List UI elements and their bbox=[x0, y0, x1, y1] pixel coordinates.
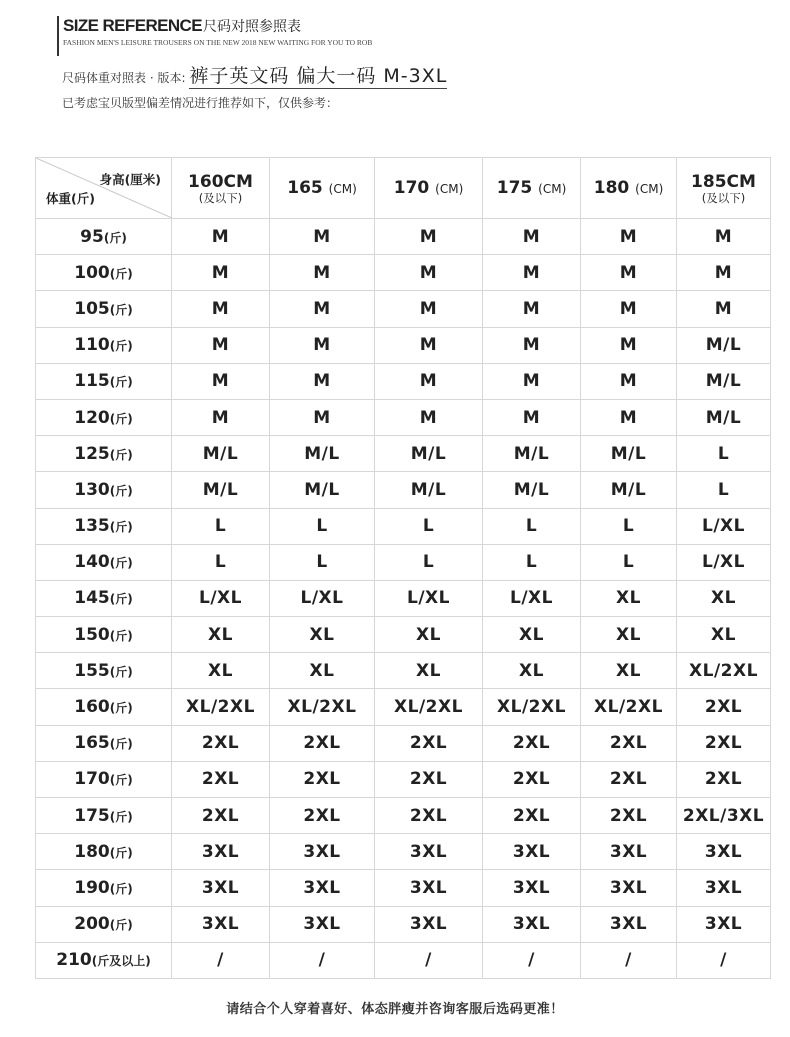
size-cell: M bbox=[581, 255, 677, 291]
size-cell: M bbox=[581, 363, 677, 399]
edition-line bbox=[62, 64, 447, 90]
size-cell: / bbox=[270, 942, 375, 978]
diagonal-divider bbox=[36, 158, 172, 218]
size-cell: XL/2XL bbox=[483, 689, 581, 725]
weight-unit: (斤) bbox=[109, 339, 133, 354]
table-row bbox=[36, 761, 771, 797]
weight-row-header bbox=[36, 906, 172, 942]
size-cell: 2XL bbox=[581, 761, 677, 797]
size-cell: / bbox=[172, 942, 270, 978]
size-cell: M bbox=[581, 291, 677, 327]
weight-unit: (斤) bbox=[109, 701, 133, 716]
size-cell: M/L bbox=[172, 472, 270, 508]
size-cell: 3XL bbox=[677, 870, 771, 906]
weight-row-header bbox=[36, 798, 172, 834]
size-cell: M bbox=[270, 291, 375, 327]
size-cell: 2XL bbox=[270, 761, 375, 797]
size-cell: M/L bbox=[375, 436, 483, 472]
size-cell: L/XL bbox=[375, 580, 483, 616]
weight-row-header bbox=[36, 255, 172, 291]
size-cell: XL bbox=[677, 617, 771, 653]
weight-unit: (斤) bbox=[109, 918, 133, 933]
table-row bbox=[36, 580, 771, 616]
size-cell: 2XL bbox=[172, 798, 270, 834]
size-cell: M bbox=[270, 399, 375, 435]
size-cell: XL/2XL bbox=[581, 689, 677, 725]
edition-label: 尺码体重对照表 · 版本: bbox=[62, 71, 186, 85]
weight-row-header bbox=[36, 399, 172, 435]
size-cell: M/L bbox=[172, 436, 270, 472]
weight-row-header bbox=[36, 219, 172, 255]
table-row bbox=[36, 870, 771, 906]
weight-unit: (斤) bbox=[109, 592, 133, 607]
weight-value: 140 bbox=[74, 552, 110, 573]
size-cell: 3XL bbox=[483, 870, 581, 906]
height-column-header: 185CM (及以下) bbox=[677, 158, 771, 219]
size-cell: M bbox=[581, 219, 677, 255]
size-cell: M/L bbox=[483, 472, 581, 508]
size-cell: XL/2XL bbox=[677, 653, 771, 689]
height-column-header: 160CM (及以下) bbox=[172, 158, 270, 219]
size-cell: M/L bbox=[581, 436, 677, 472]
size-cell: XL bbox=[581, 653, 677, 689]
title-accent-bar bbox=[57, 16, 59, 56]
size-cell: / bbox=[581, 942, 677, 978]
size-cell: 3XL bbox=[581, 906, 677, 942]
size-cell: M bbox=[677, 291, 771, 327]
weight-row-header bbox=[36, 870, 172, 906]
size-cell: M bbox=[483, 399, 581, 435]
weight-unit: (斤) bbox=[109, 556, 133, 571]
weight-unit: (斤) bbox=[103, 230, 127, 245]
size-cell: 2XL bbox=[677, 761, 771, 797]
weight-unit: (斤) bbox=[109, 266, 133, 281]
size-cell: 3XL bbox=[270, 906, 375, 942]
size-cell: / bbox=[375, 942, 483, 978]
size-cell: 3XL bbox=[172, 906, 270, 942]
weight-unit: (斤) bbox=[109, 881, 133, 896]
weight-value: 120 bbox=[74, 407, 110, 428]
size-cell: 2XL bbox=[677, 689, 771, 725]
table-row bbox=[36, 291, 771, 327]
size-cell: L bbox=[270, 544, 375, 580]
weight-row-header bbox=[36, 472, 172, 508]
weight-row-header bbox=[36, 942, 172, 978]
size-cell: L bbox=[581, 544, 677, 580]
height-axis-label: 身高(厘米) bbox=[99, 172, 161, 187]
table-row bbox=[36, 617, 771, 653]
table-row bbox=[36, 363, 771, 399]
size-cell: L bbox=[375, 508, 483, 544]
weight-value: 155 bbox=[74, 660, 110, 681]
table-row bbox=[36, 653, 771, 689]
weight-row-header bbox=[36, 363, 172, 399]
size-cell: 3XL bbox=[270, 870, 375, 906]
weight-row-header bbox=[36, 508, 172, 544]
footer-advice: 请结合个人穿着喜好、体态胖瘦并咨询客服后选码更准！ bbox=[226, 1002, 564, 1017]
weight-axis-label: 体重(斤) bbox=[46, 191, 95, 206]
size-cell: XL bbox=[483, 617, 581, 653]
size-cell: M/L bbox=[270, 472, 375, 508]
size-cell: M bbox=[172, 399, 270, 435]
size-cell: 2XL bbox=[581, 798, 677, 834]
size-cell: 3XL bbox=[581, 834, 677, 870]
weight-row-header bbox=[36, 761, 172, 797]
size-cell: 3XL bbox=[483, 834, 581, 870]
size-cell: 2XL/3XL bbox=[677, 798, 771, 834]
table-row bbox=[36, 725, 771, 761]
weight-row-header bbox=[36, 617, 172, 653]
size-cell: L bbox=[172, 508, 270, 544]
weight-value: 115 bbox=[74, 371, 110, 392]
table-row bbox=[36, 327, 771, 363]
weight-unit: (斤) bbox=[109, 302, 133, 317]
height-column-header: 175 (CM) bbox=[483, 158, 581, 219]
size-cell: 2XL bbox=[483, 798, 581, 834]
weight-row-header bbox=[36, 544, 172, 580]
size-cell: M bbox=[375, 363, 483, 399]
size-cell: L bbox=[270, 508, 375, 544]
table-row bbox=[36, 399, 771, 435]
size-cell: XL bbox=[172, 617, 270, 653]
size-cell: M/L bbox=[677, 327, 771, 363]
size-cell: 2XL bbox=[270, 798, 375, 834]
weight-value: 95 bbox=[80, 226, 104, 247]
weight-unit: (斤) bbox=[109, 483, 133, 498]
height-column-header: 170 (CM) bbox=[375, 158, 483, 219]
size-cell: M bbox=[172, 363, 270, 399]
size-cell: L bbox=[483, 544, 581, 580]
size-cell: XL bbox=[677, 580, 771, 616]
size-cell: M bbox=[172, 255, 270, 291]
size-cell: L bbox=[483, 508, 581, 544]
size-cell: 2XL bbox=[581, 725, 677, 761]
weight-unit: (斤及以上) bbox=[91, 954, 151, 969]
weight-row-header bbox=[36, 327, 172, 363]
table-row bbox=[36, 544, 771, 580]
table-row bbox=[36, 834, 771, 870]
size-cell: M bbox=[172, 327, 270, 363]
size-cell: 3XL bbox=[483, 906, 581, 942]
size-cell: 2XL bbox=[375, 725, 483, 761]
weight-value: 100 bbox=[74, 262, 110, 283]
weight-row-header bbox=[36, 580, 172, 616]
size-cell: 2XL bbox=[375, 798, 483, 834]
size-cell: 3XL bbox=[270, 834, 375, 870]
tagline: FASHION MEN'S LEISURE TROUSERS ON THE NEW 2018 NEW WAITING FOR YOU TO ROB bbox=[63, 38, 373, 47]
size-cell: L bbox=[677, 472, 771, 508]
size-cell: 3XL bbox=[677, 834, 771, 870]
table-row bbox=[36, 798, 771, 834]
size-cell: 3XL bbox=[677, 906, 771, 942]
weight-unit: (斤) bbox=[109, 773, 133, 788]
size-cell: 3XL bbox=[375, 906, 483, 942]
size-cell: XL bbox=[375, 653, 483, 689]
size-cell: M bbox=[581, 327, 677, 363]
size-cell: M bbox=[375, 291, 483, 327]
size-cell: M bbox=[677, 255, 771, 291]
weight-value: 210 bbox=[56, 950, 92, 971]
size-cell: M bbox=[483, 255, 581, 291]
size-cell: L bbox=[677, 436, 771, 472]
size-cell: M/L bbox=[483, 436, 581, 472]
height-column-header: 165 (CM) bbox=[270, 158, 375, 219]
size-cell: 2XL bbox=[172, 761, 270, 797]
weight-value: 150 bbox=[74, 624, 110, 645]
size-cell: M bbox=[172, 219, 270, 255]
size-chart-table bbox=[35, 157, 771, 979]
weight-unit: (斤) bbox=[109, 845, 133, 860]
header-row bbox=[36, 158, 771, 219]
weight-value: 105 bbox=[74, 298, 110, 319]
size-cell: M bbox=[375, 399, 483, 435]
title-chinese: 尺码对照参照表 bbox=[202, 18, 301, 34]
size-cell: 3XL bbox=[581, 870, 677, 906]
size-cell: / bbox=[677, 942, 771, 978]
weight-unit: (斤) bbox=[109, 664, 133, 679]
table-row bbox=[36, 255, 771, 291]
weight-unit: (斤) bbox=[109, 809, 133, 824]
table-row bbox=[36, 942, 771, 978]
size-cell: M bbox=[375, 255, 483, 291]
size-cell: M bbox=[581, 399, 677, 435]
table-row bbox=[36, 508, 771, 544]
size-cell: L/XL bbox=[270, 580, 375, 616]
size-cell: 3XL bbox=[172, 870, 270, 906]
size-cell: 2XL bbox=[483, 725, 581, 761]
weight-unit: (斤) bbox=[109, 447, 133, 462]
size-cell: M/L bbox=[270, 436, 375, 472]
size-cell: M bbox=[677, 219, 771, 255]
table-row bbox=[36, 689, 771, 725]
size-cell: 2XL bbox=[483, 761, 581, 797]
size-cell: L/XL bbox=[172, 580, 270, 616]
size-cell: M/L bbox=[677, 399, 771, 435]
size-cell: XL bbox=[270, 653, 375, 689]
size-cell: L/XL bbox=[677, 508, 771, 544]
size-cell: M bbox=[375, 327, 483, 363]
size-cell: 2XL bbox=[172, 725, 270, 761]
size-cell: L/XL bbox=[483, 580, 581, 616]
height-column-header: 180 (CM) bbox=[581, 158, 677, 219]
size-cell: 3XL bbox=[375, 870, 483, 906]
size-cell: XL bbox=[375, 617, 483, 653]
weight-value: 130 bbox=[74, 479, 110, 500]
weight-row-header bbox=[36, 653, 172, 689]
page-title bbox=[63, 15, 301, 37]
size-cell: 3XL bbox=[375, 834, 483, 870]
size-cell: / bbox=[483, 942, 581, 978]
size-cell: M bbox=[483, 327, 581, 363]
table-row bbox=[36, 906, 771, 942]
size-cell: M/L bbox=[581, 472, 677, 508]
size-cell: XL/2XL bbox=[270, 689, 375, 725]
weight-row-header bbox=[36, 834, 172, 870]
size-cell: M/L bbox=[677, 363, 771, 399]
weight-value: 145 bbox=[74, 588, 110, 609]
weight-value: 180 bbox=[74, 841, 110, 862]
size-cell: XL/2XL bbox=[375, 689, 483, 725]
size-cell: M/L bbox=[375, 472, 483, 508]
size-cell: XL bbox=[581, 617, 677, 653]
size-cell: M bbox=[270, 219, 375, 255]
size-cell: M bbox=[270, 327, 375, 363]
weight-row-header bbox=[36, 725, 172, 761]
size-cell: M bbox=[483, 291, 581, 327]
table-row bbox=[36, 219, 771, 255]
weight-value: 110 bbox=[74, 335, 110, 356]
size-cell: M bbox=[483, 219, 581, 255]
corner-header-cell bbox=[36, 158, 172, 219]
size-cell: M bbox=[483, 363, 581, 399]
weight-row-header bbox=[36, 689, 172, 725]
size-cell: 3XL bbox=[172, 834, 270, 870]
weight-value: 190 bbox=[74, 877, 110, 898]
size-cell: XL bbox=[270, 617, 375, 653]
size-cell: M bbox=[270, 363, 375, 399]
recommendation-note: 已考虑宝贝版型偏差情况进行推荐如下，仅供参考： bbox=[62, 96, 339, 110]
size-cell: L bbox=[172, 544, 270, 580]
table-row bbox=[36, 436, 771, 472]
weight-row-header bbox=[36, 291, 172, 327]
weight-value: 135 bbox=[74, 516, 110, 537]
size-cell: 2XL bbox=[375, 761, 483, 797]
weight-unit: (斤) bbox=[109, 737, 133, 752]
weight-value: 160 bbox=[74, 697, 110, 718]
size-cell: XL bbox=[581, 580, 677, 616]
size-cell: L bbox=[581, 508, 677, 544]
weight-unit: (斤) bbox=[109, 411, 133, 426]
weight-value: 125 bbox=[74, 443, 110, 464]
weight-unit: (斤) bbox=[109, 520, 133, 535]
size-cell: 2XL bbox=[270, 725, 375, 761]
table-row bbox=[36, 472, 771, 508]
weight-unit: (斤) bbox=[109, 375, 133, 390]
weight-row-header bbox=[36, 436, 172, 472]
size-cell: L bbox=[375, 544, 483, 580]
size-cell: M bbox=[172, 291, 270, 327]
size-cell: L/XL bbox=[677, 544, 771, 580]
edition-value: 裤子英文码 偏大一码 M-3XL bbox=[189, 65, 448, 87]
weight-value: 200 bbox=[74, 914, 110, 935]
size-cell: M bbox=[270, 255, 375, 291]
size-cell: XL bbox=[483, 653, 581, 689]
size-table-body bbox=[36, 219, 771, 979]
size-cell: M bbox=[375, 219, 483, 255]
weight-value: 175 bbox=[74, 805, 110, 826]
weight-unit: (斤) bbox=[109, 628, 133, 643]
weight-value: 165 bbox=[74, 733, 110, 754]
weight-value: 170 bbox=[74, 769, 110, 790]
title-english: SIZE REFERENCE bbox=[63, 16, 202, 35]
size-cell: XL/2XL bbox=[172, 689, 270, 725]
size-cell: 2XL bbox=[677, 725, 771, 761]
size-cell: XL bbox=[172, 653, 270, 689]
